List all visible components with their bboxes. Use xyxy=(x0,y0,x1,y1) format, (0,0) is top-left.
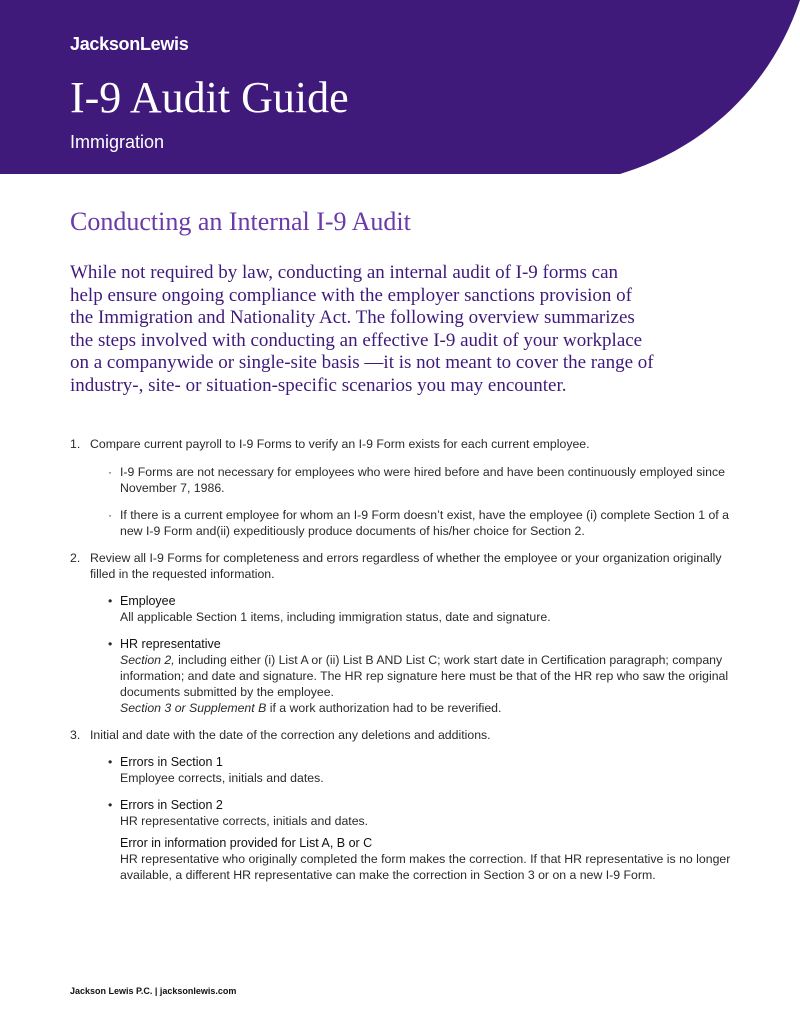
step-1 xyxy=(70,436,740,539)
step-1-bullet-1 xyxy=(90,464,740,496)
intro-line: help ensure ongoing compliance with the employer sanctions provision of xyxy=(70,284,632,306)
bullet-dot: • xyxy=(108,755,113,769)
step-number: 3. xyxy=(70,728,81,742)
bullet-dot: • xyxy=(108,594,113,608)
step-2 xyxy=(70,550,740,716)
step-3-errors-section-2 xyxy=(90,797,740,883)
step-text: Compare current payroll to I-9 Forms to verify an I-9 Form exists for each current employee. xyxy=(90,437,590,451)
bullet-dot: · xyxy=(108,465,113,479)
intro-line: While not required by law, conducting an internal audit of I-9 forms can xyxy=(70,262,619,283)
step-2-employee xyxy=(90,593,740,625)
step-3-errors-section-1 xyxy=(90,754,740,786)
bullet-text: If there is a current employee for whom an I-9 Form doesn’t exist, have the employee (i) complete Section 1 of a new I-9 Form and(ii) expeditiously produce documents of his/her choice for Section 2. xyxy=(120,508,729,538)
brand-logo: JacksonLewis xyxy=(70,34,189,54)
step-3 xyxy=(70,727,740,883)
plain-text: if a work authorization had to be reverified. xyxy=(266,701,502,715)
intro-paragraph xyxy=(70,262,700,397)
bullet-dot: • xyxy=(108,637,113,651)
steps-list xyxy=(70,436,740,893)
intro-line: the steps involved with conducting an effective I-9 audit of your workplace xyxy=(70,329,643,351)
step-text: Initial and date with the date of the correction any deletions and additions. xyxy=(90,728,491,742)
page-header xyxy=(0,0,800,174)
bullet-label: Employee xyxy=(120,594,176,608)
italic-text: Section 2, xyxy=(120,653,175,667)
page-subtitle: Immigration xyxy=(70,132,165,152)
bullet-text: HR representative who originally completed the form makes the correction. If that HR representative is no longer available, a different HR representative can make the correction in Section 3 or on a new I-9 Form. xyxy=(120,852,731,882)
intro-line: industry-, site- or situation-specific scenarios you may encounter. xyxy=(70,374,567,396)
bullet-dot: • xyxy=(108,798,113,812)
bullet-text: Employee corrects, initials and dates. xyxy=(120,771,324,785)
bullet-dot: · xyxy=(108,508,113,522)
page-title: I-9 Audit Guide xyxy=(70,73,349,122)
section-heading: Conducting an Internal I-9 Audit xyxy=(70,207,411,236)
step-number: 2. xyxy=(70,551,81,565)
bullet-label: Errors in Section 1 xyxy=(120,755,223,769)
intro-line: on a companywide or single-site basis —it is not meant to cover the range of xyxy=(70,352,654,373)
italic-text: Section 3 or Supplement B xyxy=(120,701,267,715)
bullet-text: I-9 Forms are not necessary for employees who were hired before and have been continuously employed since November 7, 1986. xyxy=(120,465,725,495)
bullet-label: Errors in Section 2 xyxy=(120,798,223,812)
plain-text: including either (i) List A or (ii) List B AND List C; work start date in Certification paragraph; company information; and date and signature. The HR rep signature here must be that of the HR rep who saw the original documents submitted by the employee. xyxy=(120,653,729,699)
step-text: Review all I-9 Forms for completeness and errors regardless of whether the employee or your organization originally filled in the requested information. xyxy=(90,551,722,581)
step-2-hr xyxy=(90,636,740,716)
bullet-text xyxy=(120,700,740,716)
bullet-label: HR representative xyxy=(120,637,221,651)
step-1-bullet-2 xyxy=(90,507,740,539)
page-footer: Jackson Lewis P.C. | jacksonlewis.com xyxy=(70,986,237,996)
bullet-label: Error in information provided for List A, B or C xyxy=(120,836,373,850)
intro-line: the Immigration and Nationality Act. The following overview summarizes xyxy=(70,307,635,328)
bullet-text xyxy=(120,652,740,700)
bullet-text: HR representative corrects, initials and dates. xyxy=(120,814,369,828)
step-number: 1. xyxy=(70,437,81,451)
bullet-text: All applicable Section 1 items, including immigration status, date and signature. xyxy=(120,610,551,624)
